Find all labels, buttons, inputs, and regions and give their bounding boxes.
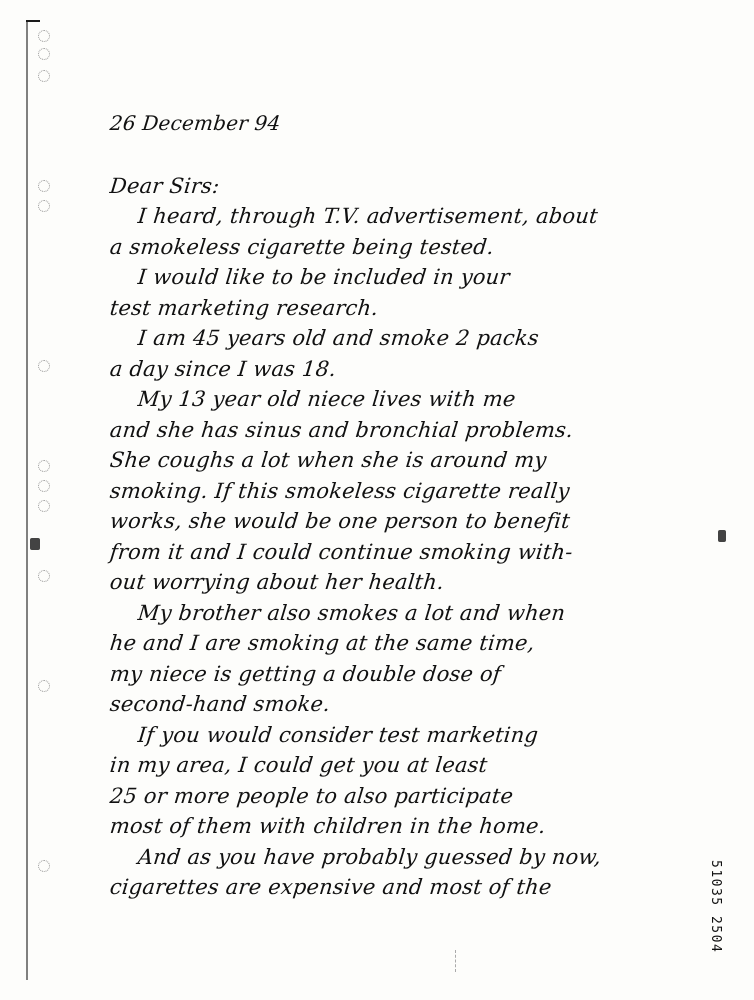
binder-hole xyxy=(38,500,50,512)
letter-line: My brother also smokes a lot and when xyxy=(136,600,567,625)
letter-line: works, she would be one person to benefit xyxy=(108,509,572,533)
binder-hole xyxy=(38,680,50,692)
letter-salutation: Dear Sirs: xyxy=(108,173,221,198)
letter-date: 26 December 94 xyxy=(108,111,282,135)
letter-line: my niece is getting a double dose of xyxy=(108,661,503,686)
letter-line: 25 or more people to also participate xyxy=(108,783,515,808)
binder-hole xyxy=(38,360,50,372)
letter-line: he and I are smoking at the same time, xyxy=(108,631,536,655)
letter-line: a day since I was 18. xyxy=(108,356,338,381)
letter-line: I would like to be included in your xyxy=(136,265,512,289)
letter-line: test marketing research. xyxy=(108,295,380,320)
letter-line: most of them with children in the home. xyxy=(108,814,547,838)
letter-body xyxy=(110,201,670,903)
handwritten-letter xyxy=(110,108,670,903)
scan-mark xyxy=(455,950,458,972)
scan-smudge xyxy=(718,530,726,542)
letter-line: My 13 year old niece lives with me xyxy=(136,387,517,411)
letter-line: cigarettes are expensive and most of the xyxy=(108,875,553,899)
letter-line: She coughs a lot when she is around my xyxy=(108,448,548,472)
letter-line: If you would consider test marketing xyxy=(136,722,540,747)
letter-line: and she has sinus and bronchial problems. xyxy=(108,417,575,442)
binder-hole xyxy=(38,480,50,492)
binder-hole xyxy=(38,48,50,60)
binder-hole xyxy=(38,180,50,192)
binder-hole xyxy=(38,200,50,212)
binder-hole xyxy=(38,30,50,42)
letter-line: from it and I could continue smoking with- xyxy=(108,539,574,564)
letter-line: And as you have probably guessed by now, xyxy=(136,844,603,869)
binder-hole xyxy=(38,70,50,82)
binder-holes xyxy=(38,30,52,930)
letter-line: second-hand smoke. xyxy=(108,692,332,716)
letter-line: I heard, through T.V. advertisement, about xyxy=(136,204,600,228)
letter-line: out worrying about her health. xyxy=(108,570,446,594)
document-id: 51035 2504 xyxy=(708,860,723,954)
binder-hole xyxy=(38,860,50,872)
corner-mark xyxy=(26,20,40,22)
left-margin-line xyxy=(26,20,28,980)
scan-smudge xyxy=(30,538,40,550)
binder-hole xyxy=(38,460,50,472)
letter-line: a smokeless cigarette being tested. xyxy=(108,234,496,259)
letter-line: I am 45 years old and smoke 2 packs xyxy=(136,326,541,350)
letter-line: in my area, I could get you at least xyxy=(108,753,489,777)
letter-line: smoking. If this smokeless cigarette really xyxy=(108,478,571,503)
binder-hole xyxy=(38,570,50,582)
